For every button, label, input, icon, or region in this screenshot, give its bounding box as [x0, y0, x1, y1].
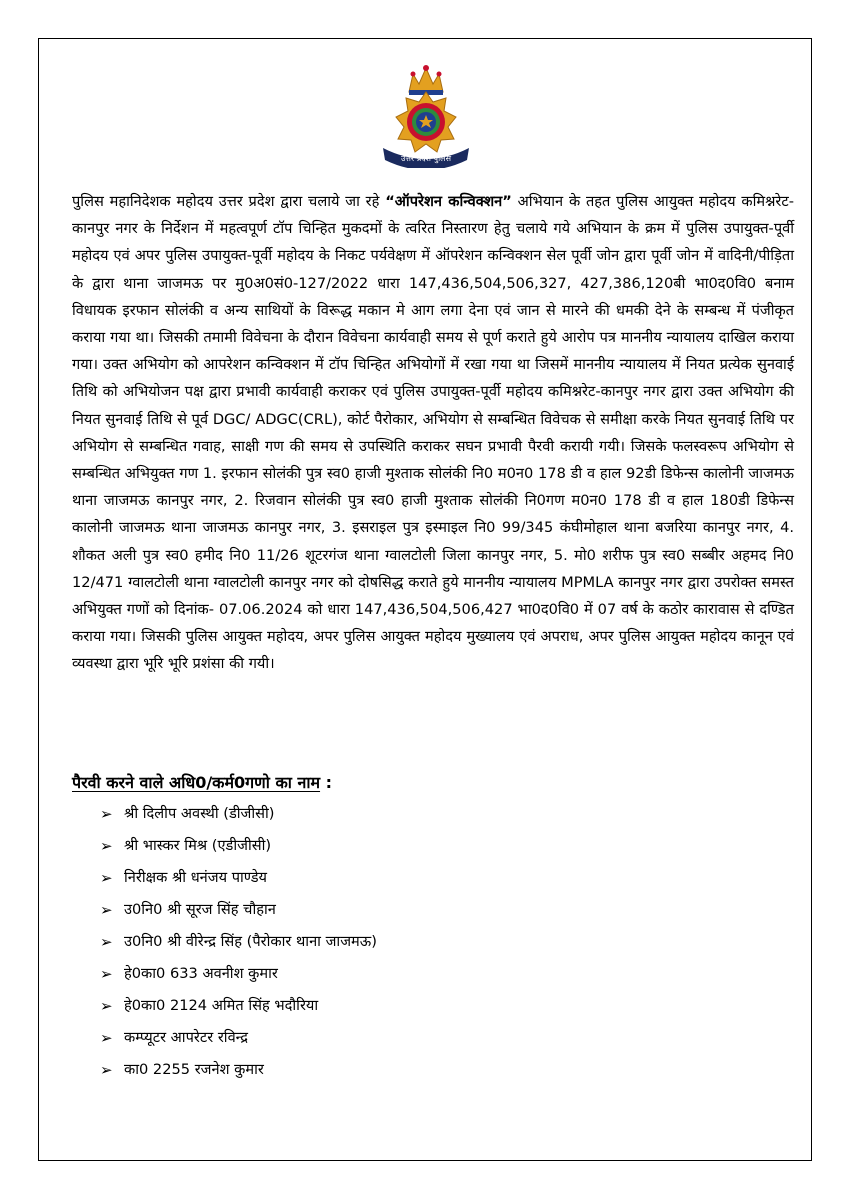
arrow-bullet-icon: ➢ — [100, 965, 113, 983]
staff-member-name: हे0का0 2124 अमित सिंह भदौरिया — [124, 997, 319, 1014]
list-item — [100, 1028, 700, 1060]
arrow-bullet-icon: ➢ — [100, 805, 113, 823]
staff-heading-text: पैरवी करने वाले अधि0/कर्म0गणो का नाम — [72, 773, 321, 792]
arrow-bullet-icon: ➢ — [100, 997, 113, 1015]
list-item — [100, 1060, 700, 1092]
staff-heading — [72, 772, 472, 794]
arrow-bullet-icon: ➢ — [100, 837, 113, 855]
staff-member-name: श्री भास्कर मिश्र (एडीजीसी) — [124, 837, 272, 854]
list-item — [100, 836, 700, 868]
arrow-bullet-icon: ➢ — [100, 1061, 113, 1079]
staff-heading-colon: : — [320, 773, 333, 792]
arrow-bullet-icon: ➢ — [100, 1029, 113, 1047]
staff-member-name: निरीक्षक श्री धनंजय पाण्डेय — [124, 869, 267, 886]
operation-name: “ऑपरेशन कन्विक्शन” — [385, 193, 512, 210]
list-item — [100, 804, 700, 836]
staff-list — [100, 804, 700, 1092]
staff-member-name: श्री दिलीप अवस्थी (डीजीसी) — [124, 805, 275, 822]
list-item — [100, 932, 700, 964]
list-item — [100, 964, 700, 996]
paragraph-main: अभियान के तहत पुलिस आयुक्त महोदय कमिश्नरेट-कानपुर नगर के निर्देशन में महत्वपूर्ण टॉप चिन्हित मुकदमों के त्वरित निस्तारण हेतु चलाये गये अभियान के क्रम में पुलिस उपायुक्त-पूर्वी महोदय एवं अपर पुलिस उपायुक्त-पूर्वी महोदय के निकट पर्यवेक्षण में ऑपरेशन कन्विक्शन सेल पूर्वी जोन द्वारा पूर्वी जोन में वादिनी/पीड़िता के द्वारा थाना जाजमऊ पर मु0अ0सं0-127/2022 धारा 147,436,504,506,327, 427,386,120बी भा0द0वि0 बनाम विधायक इरफान सोलंकी व अन्य साथियों के विरूद्ध मकान मे आग लगा देना एवं जान से मारने की धमकी देने के सम्बन्ध में पंजीकृत कराया गया था। जिसकी तमामी विवेचना के दौरान विवेचना कार्यवाही समय से पूर्ण कराते हुये आरोप पत्र माननीय न्यायालय दाखिल कराया गया। उक्त अभियोग को आपरेशन कन्विक्शन में टॉप चिन्हित अभियोगों में रखा गया था जिसमें माननीय न्यायालय में नियत प्रत्येक सुनवाई तिथि को अभियोजन पक्ष द्वारा प्रभावी कार्यवाही कराकर एवं पुलिस उपायुक्त-पूर्वी महोदय कमिश्नरेट-कानपुर नगर द्वारा उक्त अभियोग की नियत सुनवाई तिथि से पूर्व DGC/ ADGC(CRL), कोर्ट पैरोकार, अभियोग से सम्बन्धित विवेचक से समीक्षा करके नियत सुनवाई तिथि पर अभियोग से सम्बन्धित गवाह, साक्षी गण की समय से उपस्थिति कराकर सघन प्रभावी पैरवी करायी गयी। जिसके फलस्वरूप अभियोग से सम्बन्धित अभियुक्त गण 1. इरफान सोलंकी पुत्र स्व0 हाजी मुश्ताक सोलंकी नि0 म0न0 178 डी व हाल 92डी डिफेन्स कालोनी जाजमऊ थाना जाजमऊ कानपुर नगर, 2. रिजवान सोलंकी पुत्र स्व0 हाजी मुश्ताक सोलंकी नि0गण म0न0 178 डी व हाल 180डी डिफेन्स कालोनी जाजमऊ थाना जाजमऊ कानपुर नगर, 3. इसराइल पुत्र इस्माइल नि0 99/345 कंघीमोहाल थाना बजरिया कानपुर नगर, 4. शौकत अली पुत्र स्व0 हमीद नि0 11/26 शूटरगंज थाना ग्वालटोली जिला कानपुर नगर, 5. मो0 शरीफ पुत्र स्व0 सब्बीर अहमद नि0 12/471 ग्वालटोली थाना ग्वालटोली कानपुर नगर को दोषसिद्ध कराते हुये माननीय न्यायालय MPMLA कानपुर नगर द्वारा उपरोक्त समस्त अभियुक्त गणों को दिनांक- 07.06.2024 को धारा 147,436,504,506,427 भा0द0वि0 में 07 वर्ष के कठोर कारावास से दण्डित कराया गया। जिसकी पुलिस आयुक्त महोदय, अपर पुलिस आयुक्त महोदय मुख्यालय एवं अपराध, अपर पुलिस आयुक्त महोदय कानून एवं व्यवस्था द्वारा भूरि भूरि प्रशंसा की गयी। — [72, 193, 794, 673]
list-item — [100, 996, 700, 1028]
star-badge-icon — [396, 92, 456, 152]
list-item — [100, 868, 700, 900]
paragraph-intro: पुलिस महानिदेशक महोदय उत्तर प्रदेश द्वारा चलाये जा रहे — [72, 193, 386, 210]
arrow-bullet-icon: ➢ — [100, 869, 113, 887]
staff-member-name: उ0नि0 श्री सूरज सिंह चौहान — [124, 901, 276, 918]
arrow-bullet-icon: ➢ — [100, 901, 113, 919]
staff-member-name: का0 2255 रजनेश कुमार — [124, 1061, 264, 1078]
svg-text:उत्तर प्रदेश पुलिस: उत्तर प्रदेश पुलिस — [401, 154, 451, 163]
staff-member-name: उ0नि0 श्री वीरेन्द्र सिंह (पैरोकार थाना जाजमऊ) — [124, 933, 377, 950]
list-item — [100, 900, 700, 932]
staff-member-name: कम्प्यूटर आपरेटर रविन्द्र — [124, 1029, 248, 1046]
staff-member-name: हे0का0 633 अवनीश कुमार — [124, 965, 278, 982]
arrow-bullet-icon: ➢ — [100, 933, 113, 951]
crown-icon — [409, 65, 443, 95]
up-police-emblem-logo — [377, 62, 475, 168]
ribbon-icon — [383, 148, 469, 168]
press-note-paragraph — [72, 188, 794, 678]
